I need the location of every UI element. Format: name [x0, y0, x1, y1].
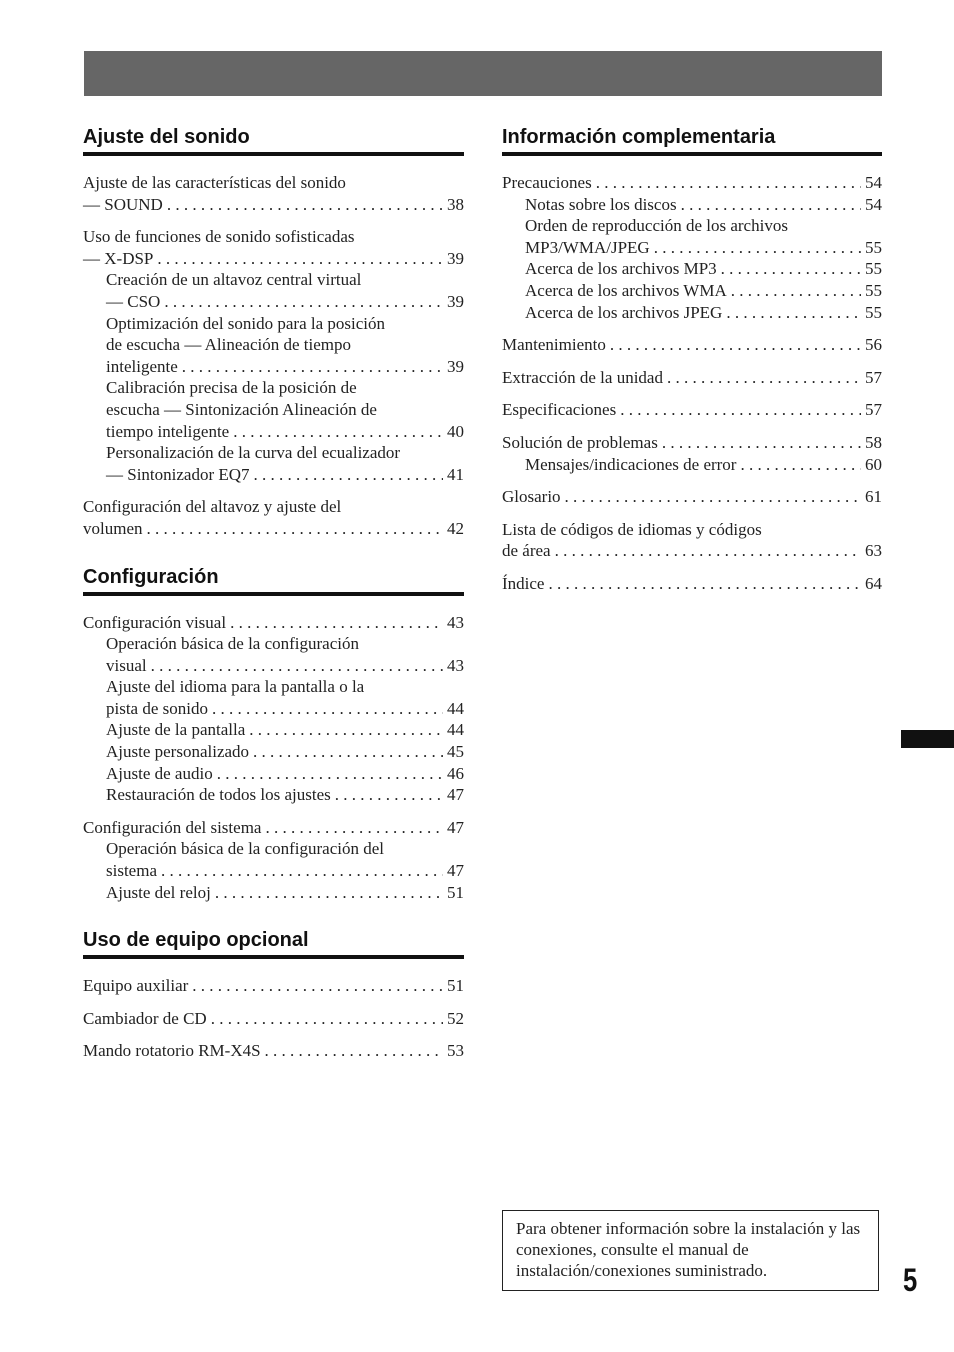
page-ref: 61 — [865, 487, 882, 507]
toc-subentry[interactable]: Calibración precisa de la posición de — [106, 378, 357, 398]
page-ref: 52 — [447, 1008, 464, 1028]
toc-subentry[interactable]: Operación básica de la configuración del — [106, 839, 385, 859]
toc-entry[interactable]: Configuración visual . . . 43 — [83, 612, 464, 634]
section-title-info: Información complementaria — [502, 124, 882, 156]
dot-leader — [555, 540, 861, 562]
toc-entry[interactable]: Equipo auxiliar . . . 51 — [83, 975, 464, 997]
toc-entry[interactable]: Extracción de la unidad . . . 57 — [502, 367, 882, 389]
dot-leader — [565, 486, 861, 508]
section-title-sound: Ajuste del sonido — [83, 124, 464, 156]
toc-entry[interactable]: de área . . . 63 — [502, 540, 882, 562]
dot-leader — [167, 194, 443, 216]
toc-subentry[interactable]: Optimización del sonido para la posición — [106, 313, 386, 333]
page-ref: 55 — [865, 237, 882, 257]
page-ref: 39 — [447, 248, 464, 268]
page-ref: 55 — [865, 302, 882, 322]
page-number: 5 — [903, 1262, 918, 1298]
page-ref: 45 — [447, 742, 464, 762]
dot-leader — [217, 763, 443, 785]
page-ref: 43 — [447, 655, 464, 675]
page-ref: 55 — [865, 259, 882, 279]
page-ref: 54 — [865, 173, 882, 192]
page-ref: 38 — [447, 194, 464, 214]
page-ref: 39 — [447, 291, 464, 311]
dot-leader — [249, 719, 443, 741]
page-ref: 44 — [447, 720, 464, 740]
toc-group — [502, 334, 882, 356]
toc-subentry[interactable]: Acerca de los archivos JPEG . . . 55 — [502, 302, 882, 324]
toc-group — [502, 432, 882, 475]
page-ref: 46 — [447, 763, 464, 783]
dot-leader — [681, 194, 861, 216]
toc-entry[interactable]: Uso de funciones de sonido sofisticadas — [83, 227, 355, 247]
toc-entry[interactable]: Lista de códigos de idiomas y códigos — [502, 519, 762, 539]
toc-subentry[interactable]: visual . . . 43 — [83, 655, 464, 677]
toc-subentry[interactable]: — Sintonizador EQ7 . . . 41 — [83, 464, 464, 486]
dot-leader — [610, 334, 861, 356]
dot-leader — [151, 655, 443, 677]
section-title-optional: Uso de equipo opcional — [83, 927, 464, 959]
page-ref: 39 — [447, 356, 464, 376]
toc-subentry[interactable]: Ajuste del reloj . . . 51 — [83, 882, 464, 904]
toc-entry[interactable]: Glosario . . . 61 — [502, 486, 882, 508]
toc-group — [502, 367, 882, 389]
toc-subentry[interactable]: Ajuste del idioma para la pantalla o la — [106, 677, 365, 697]
dot-leader — [335, 784, 443, 806]
toc-entry[interactable]: — X-DSP . . . 39 — [83, 248, 464, 270]
page-ref: 63 — [865, 541, 882, 561]
page-ref: 43 — [447, 612, 464, 632]
dot-leader — [157, 248, 443, 270]
installation-note: Para obtener información sobre la instalación y las conexiones, consulte el manual de instalación/conexiones suministrado. — [502, 1210, 879, 1291]
dot-leader — [164, 291, 443, 313]
toc-entry[interactable]: Precauciones . . . 54 — [502, 172, 882, 194]
page-ref: 55 — [865, 280, 882, 300]
toc-group — [502, 519, 882, 562]
toc-entry[interactable]: Mando rotatorio RM-X4S . . . 53 — [83, 1040, 464, 1062]
toc-entry[interactable]: Solución de problemas . . . 58 — [502, 432, 882, 454]
toc-subentry[interactable]: — CSO . . . 39 — [83, 291, 464, 313]
toc-group — [83, 975, 464, 997]
page-ref: 41 — [447, 464, 464, 484]
toc-subentry[interactable]: de escucha — Alineación de tiempo — [106, 335, 351, 355]
dot-leader — [254, 464, 443, 486]
dot-leader — [265, 1040, 443, 1062]
toc-subentry[interactable]: Creación de un altavoz central virtual — [106, 270, 362, 290]
toc-entry[interactable]: Ajuste de las características del sonido — [83, 173, 346, 192]
toc-subentry[interactable]: Mensajes/indicaciones de error . . . 60 — [502, 454, 882, 476]
toc-entry[interactable]: Configuración del sistema . . . 47 — [83, 817, 464, 839]
toc-subentry[interactable]: Restauración de todos los ajustes . . . 47 — [83, 784, 464, 806]
page-ref: 42 — [447, 518, 464, 538]
page-ref: 58 — [865, 432, 882, 452]
toc-entry[interactable]: Configuración del altavoz y ajuste del — [83, 497, 342, 517]
toc-subentry[interactable]: sistema . . . 47 — [83, 860, 464, 882]
toc-entry[interactable]: Cambiador de CD . . . 52 — [83, 1008, 464, 1030]
dot-leader — [620, 399, 861, 421]
toc-group — [83, 172, 464, 215]
dot-leader — [212, 698, 443, 720]
dot-leader — [215, 882, 443, 904]
toc-group — [83, 1040, 464, 1062]
page-ref: 53 — [447, 1041, 464, 1061]
dot-leader — [147, 518, 444, 540]
toc-group — [502, 573, 882, 595]
side-tab-marker — [901, 730, 954, 748]
page-ref: 51 — [447, 882, 464, 902]
toc-subentry[interactable]: Ajuste de audio . . . 46 — [83, 763, 464, 785]
toc-group — [83, 1008, 464, 1030]
toc-group — [83, 226, 464, 485]
dot-leader — [721, 258, 861, 280]
page-ref: 47 — [447, 817, 464, 837]
dot-leader — [596, 172, 861, 194]
toc-group — [83, 496, 464, 539]
toc-subentry[interactable]: Notas sobre los discos . . . 54 — [502, 194, 882, 216]
dot-leader — [161, 860, 443, 882]
toc-group — [502, 399, 882, 421]
toc-subentry[interactable]: Orden de reproducción de los archivos — [525, 216, 788, 236]
dot-leader — [230, 612, 443, 634]
toc-subentry[interactable]: Operación básica de la configuración — [106, 634, 359, 654]
dot-leader — [548, 573, 861, 595]
dot-leader — [654, 237, 861, 259]
dot-leader — [731, 280, 861, 302]
dot-leader — [182, 356, 443, 378]
dot-leader — [233, 421, 443, 443]
page-ref: 56 — [865, 335, 882, 355]
toc-subentry[interactable]: tiempo inteligente . . . 40 — [83, 421, 464, 443]
dot-leader — [726, 302, 861, 324]
dot-leader — [265, 817, 443, 839]
dot-leader — [253, 741, 443, 763]
section-title-config: Configuración — [83, 564, 464, 596]
toc-subentry[interactable]: MP3/WMA/JPEG . . . 55 — [502, 237, 882, 259]
toc-subentry[interactable]: escucha — Sintonización Alineación de — [106, 399, 377, 419]
toc-subentry[interactable]: inteligente . . . 39 — [83, 356, 464, 378]
page-ref: 54 — [865, 194, 882, 214]
page-ref: 51 — [447, 976, 464, 996]
dot-leader — [211, 1008, 443, 1030]
dot-leader — [667, 367, 861, 389]
dot-leader — [662, 432, 861, 454]
page-ref: 47 — [447, 861, 464, 881]
page-ref: 44 — [447, 698, 464, 718]
page-ref: 47 — [447, 785, 464, 805]
toc-entry[interactable]: volumen . . . 42 — [83, 518, 464, 540]
toc-entry[interactable]: Mantenimiento . . . 56 — [502, 334, 882, 356]
dot-leader — [192, 975, 443, 997]
toc-entry[interactable]: Especificaciones . . . 57 — [502, 399, 882, 421]
toc-subentry[interactable]: Acerca de los archivos MP3 . . . 55 — [502, 258, 882, 280]
page-ref: 57 — [865, 400, 882, 420]
toc-group — [83, 817, 464, 903]
toc-entry[interactable]: Índice . . . 64 — [502, 573, 882, 595]
header-bar — [84, 51, 882, 96]
toc-group — [502, 486, 882, 508]
toc-subentry[interactable]: Acerca de los archivos WMA . . . 55 — [502, 280, 882, 302]
toc-right-column — [502, 124, 882, 606]
toc-left-column — [83, 124, 464, 1073]
dot-leader — [740, 454, 861, 476]
page-ref: 64 — [865, 573, 882, 593]
toc-subentry[interactable]: Ajuste personalizado . . . 45 — [83, 741, 464, 763]
toc-subentry[interactable]: Personalización de la curva del ecualizador — [106, 443, 401, 463]
toc-entry[interactable]: — SOUND . . . 38 — [83, 194, 464, 216]
page-ref: 60 — [865, 454, 882, 474]
toc-subentry[interactable]: pista de sonido . . . 44 — [83, 698, 464, 720]
toc-group — [83, 612, 464, 806]
toc-group — [502, 172, 882, 323]
toc-subentry[interactable]: Ajuste de la pantalla . . . 44 — [83, 719, 464, 741]
page-ref: 40 — [447, 421, 464, 441]
page-ref: 57 — [865, 367, 882, 387]
